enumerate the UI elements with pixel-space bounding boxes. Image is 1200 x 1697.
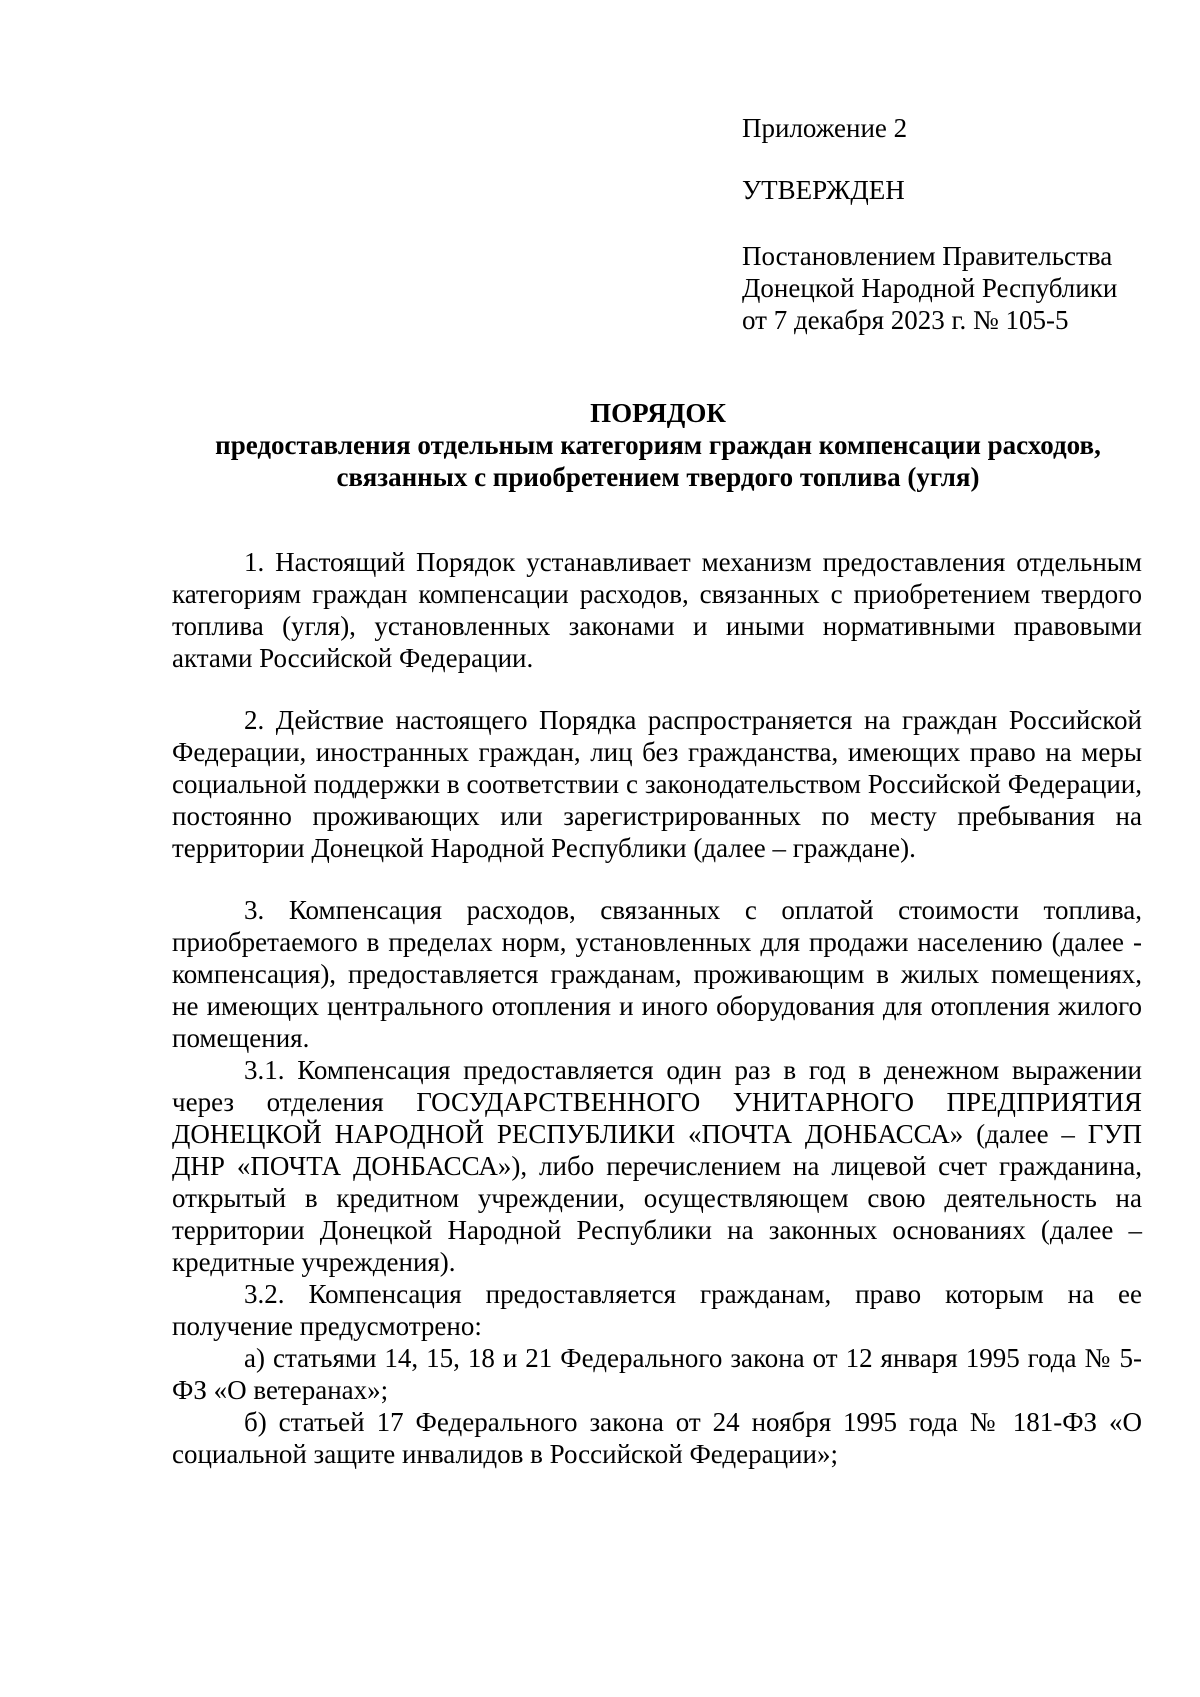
title-main: ПОРЯДОК: [590, 398, 726, 428]
paragraph-3-2: 3.2. Компенсация предоставляется гражданам, право которым на ее получение предусмотрено:: [172, 1279, 1142, 1341]
document-body: [172, 546, 1142, 1470]
paragraph-2: 2. Действие настоящего Порядка распространяется на граждан Российской Федерации, иностранных граждан, лиц без гражданства, имеющих право на меры социальной поддержки в соответствии с законодательством Российской Федерации, постоянно проживающих или зарегистрированных по месту пребывания на территории Донецкой Народной Республики (далее – граждане).: [172, 705, 1142, 863]
document-title: [160, 397, 1156, 493]
decree-line-1: Постановлением Правительства: [742, 241, 1113, 271]
paragraph-3-2-a: а) статьями 14, 15, 18 и 21 Федерального закона от 12 января 1995 года № 5-ФЗ «О ветеранах»;: [172, 1343, 1142, 1405]
approval-block: [742, 112, 1162, 336]
paragraph-3-1: 3.1. Компенсация предоставляется один раз в год в денежном выражении через отделения ГОСУДАРСТВЕННОГО УНИТАРНОГО ПРЕДПРИЯТИЯ ДОНЕЦКОЙ НАРОДНОЙ РЕСПУБЛИКИ «ПОЧТА ДОНБАССА» (далее – ГУП ДНР «ПОЧТА ДОНБАССА»), либо перечислением на лицевой счет гражданина, открытый в кредитном учреждении, осуществляющем свою деятельность на территории Донецкой Народной Республики на законных основаниях (далее – кредитные учреждения).: [172, 1055, 1142, 1277]
decree-line-2: Донецкой Народной Республики: [742, 273, 1118, 303]
title-line-3: связанных с приобретением твердого топлива (угля): [336, 462, 980, 492]
paragraph-3: 3. Компенсация расходов, связанных с оплатой стоимости топлива, приобретаемого в пределах норм, установленных для продажи населению (далее - компенсация), предоставляется гражданам, проживающим в жилых помещениях, не имеющих центрального отопления и иного оборудования для отопления жилого помещения.: [172, 895, 1142, 1053]
paragraph-1: 1. Настоящий Порядок устанавливает механизм предоставления отдельным категориям граждан компенсации расходов, связанных с приобретением твердого топлива (угля), установленных законами и иными нормативными правовыми актами Российской Федерации.: [172, 547, 1142, 673]
appendix-label: Приложение 2: [742, 113, 908, 143]
paragraph-3-2-b: б) статьей 17 Федерального закона от 24 ноября 1995 года № 181-ФЗ «О социальной защите инвалидов в Российской Федерации»;: [172, 1407, 1142, 1469]
decree-line-3: от 7 декабря 2023 г. № 105-5: [742, 305, 1069, 335]
approved-label: УТВЕРЖДЕН: [742, 175, 905, 205]
title-line-2: предоставления отдельным категориям граждан компенсации расходов,: [215, 430, 1101, 460]
